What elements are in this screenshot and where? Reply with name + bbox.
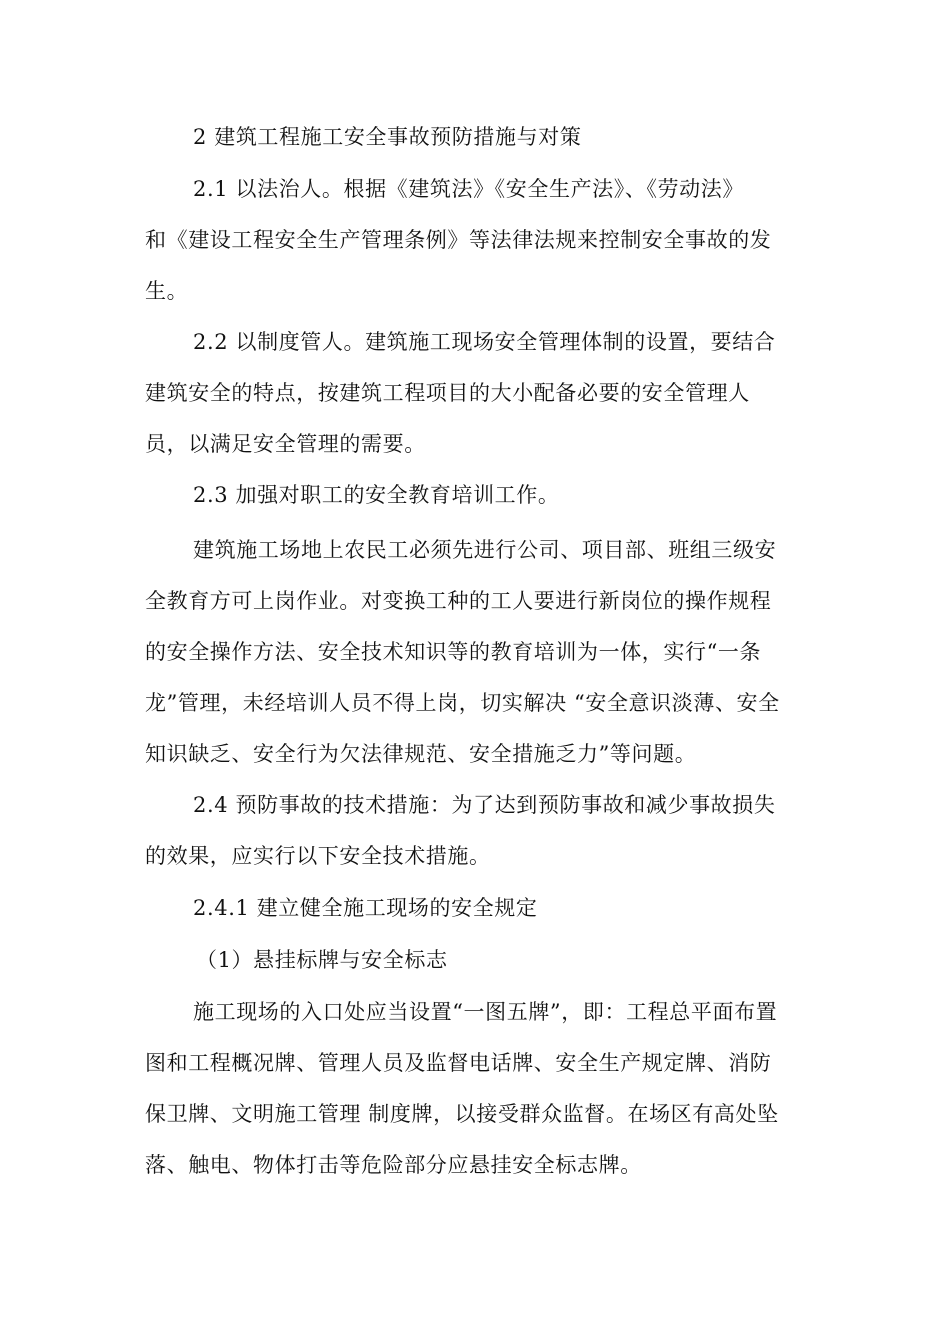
paragraph-line: 的安全操作方法、安全技术知识等的教育培训为一体，实行“一条 <box>145 640 762 664</box>
paragraph-line: 的效果，应实行以下安全技术措施。 <box>145 844 491 868</box>
paragraph-line: 落、触电、物体打击等危险部分应悬挂安全标志牌。 <box>145 1153 642 1177</box>
subsection-heading: 2.3 加强对职工的安全教育培训工作。 <box>193 483 560 507</box>
paragraph-line: 建筑安全的特点，按建筑工程项目的大小配备必要的安全管理人 <box>145 381 750 405</box>
subsection-heading: 2.4.1 建立健全施工现场的安全规定 <box>193 896 538 920</box>
list-item-heading: （1）悬挂标牌与安全标志 <box>196 948 448 972</box>
section-heading: 2 建筑工程施工安全事故预防措施与对策 <box>193 125 582 149</box>
paragraph-line: 全教育方可上岗作业。对变换工种的工人要进行新岗位的操作规程 <box>145 589 772 613</box>
paragraph-line: 知识缺乏、安全行为欠法律规范、安全措施乏力”等问题。 <box>145 742 697 766</box>
paragraph-line: 2.1 以法治人。根据《建筑法》《安全生产法》、《劳动法》 <box>193 177 744 201</box>
paragraph-line: 龙”管理，未经培训人员不得上岗，切实解决 “安全意识淡薄、安全 <box>145 691 780 715</box>
paragraph-line: 员，以满足安全管理的需要。 <box>145 432 426 456</box>
paragraph-line: 施工现场的入口处应当设置“一图五牌”，即：工程总平面布置 <box>193 1000 778 1024</box>
paragraph-line: 2.4 预防事故的技术措施：为了达到预防事故和减少事故损失 <box>193 793 776 817</box>
paragraph-line: 图和工程概况牌、管理人员及监督电话牌、安全生产规定牌、消防 <box>145 1051 772 1075</box>
paragraph-line: 2.2 以制度管人。建筑施工现场安全管理体制的设置，要结合 <box>193 330 776 354</box>
paragraph-line: 保卫牌、文明施工管理 制度牌，以接受群众监督。在场区有高处坠 <box>145 1102 779 1126</box>
paragraph-line: 建筑施工场地上农民工必须先进行公司、项目部、班组三级安 <box>193 538 777 562</box>
paragraph-line: 和《建设工程安全生产管理条例》等法律法规来控制安全事故的发 <box>145 228 772 252</box>
paragraph-line: 生。 <box>145 279 189 303</box>
